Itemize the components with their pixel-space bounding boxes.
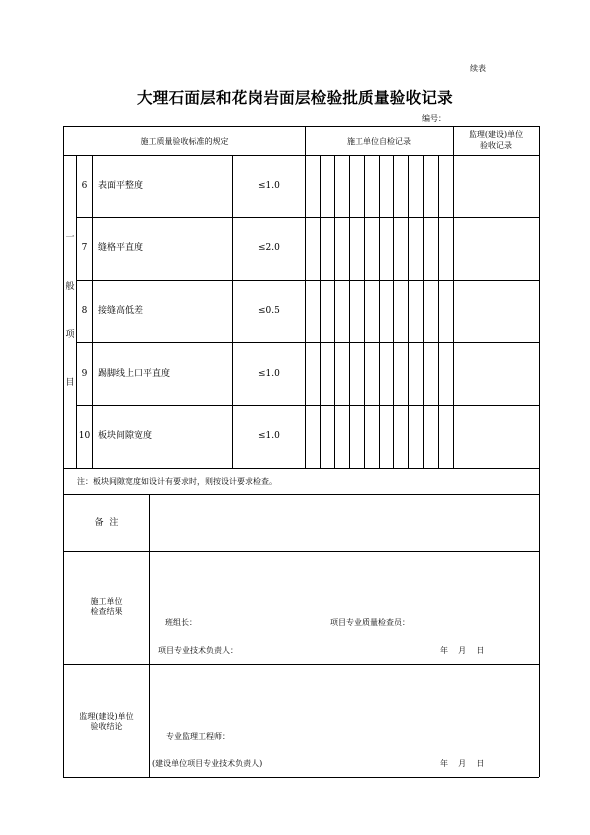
construction-date: 年 月 日 [440,646,485,655]
construction-label-line2: 检查结果 [90,607,123,616]
check-col-2 [334,155,335,468]
table-border-bottom [63,777,539,778]
table-border-right [539,126,540,777]
item-name: 接缝高低差 [98,306,144,316]
item-limit: ≤1.0 [258,369,280,379]
group-char-2: 般 [65,282,75,292]
check-col-1 [320,155,321,468]
header-supervision-line1: 监理(建设)单位 [468,130,524,139]
group-char-4: 目 [65,378,75,388]
item-limit: ≤1.0 [258,431,280,441]
check-col-9 [438,155,439,468]
continuation-label: 续表 [470,64,486,73]
header-row-line [63,155,539,156]
item-no: 6 [81,181,88,191]
col-divider-supervision [453,126,454,468]
item-row-line-1 [76,217,539,218]
quality-inspector-label: 项目专业质量检查员： [330,618,410,627]
table-border-left [63,126,64,777]
tech-lead-label: 项目专业技术负责人： [158,646,238,655]
construction-row-line [63,664,539,665]
check-col-3 [349,155,350,468]
check-col-4 [364,155,365,468]
item-limit: ≤0.5 [258,306,280,316]
group-char-1: 一 [65,233,75,243]
lower-label-divider [149,494,150,777]
check-col-7 [408,155,409,468]
construction-label-line1: 施工单位 [90,597,123,606]
remarks-label: 备 注 [94,518,119,528]
supervision-label-line1: 监理(建设)单位 [79,712,134,721]
item-name: 板块间隙宽度 [98,431,153,441]
header-standard: 施工质量验收标准的规定 [140,137,229,146]
item-no: 7 [81,243,88,253]
item-row-line-2 [76,280,539,281]
item-no: 8 [81,306,88,316]
name-col-divider [232,155,233,468]
item-limit: ≤1.0 [258,181,280,191]
table-note: 注：板块间隙宽度如设计有要求时，则按设计要求检查。 [77,477,277,486]
remarks-row-line [63,551,539,552]
table-border-top [63,126,539,127]
note-row-line [63,494,539,495]
check-col-8 [423,155,424,468]
item-name: 踢脚线上口平直度 [98,369,171,379]
check-col-5 [379,155,380,468]
no-col-divider [92,155,93,468]
supervising-engineer-label: 专业监理工程师： [166,732,230,741]
header-self-check: 施工单位自检记录 [347,137,411,146]
item-name: 缝格平直度 [98,243,144,253]
items-bottom-line [63,468,539,469]
col-divider-self-check [305,126,306,468]
page-title: 大理石面层和花岗岩面层检验批质量验收记录 [136,88,453,107]
team-leader-label: 班组长： [165,618,197,627]
header-supervision-line2: 验收记录 [480,141,512,150]
item-no: 9 [81,369,88,379]
item-row-line-4 [76,405,539,406]
owner-tech-lead-label: (建设单位项目专业技术负责人) [152,759,263,768]
group-char-3: 项 [65,330,75,340]
item-row-line-3 [76,342,539,343]
supervision-label-line2: 验收结论 [90,722,123,731]
item-limit: ≤2.0 [258,243,280,253]
serial-number-label: 编号： [422,114,446,123]
supervision-date: 年 月 日 [440,759,485,768]
item-no: 10 [78,431,91,441]
item-name: 表面平整度 [98,181,144,191]
check-col-6 [393,155,394,468]
